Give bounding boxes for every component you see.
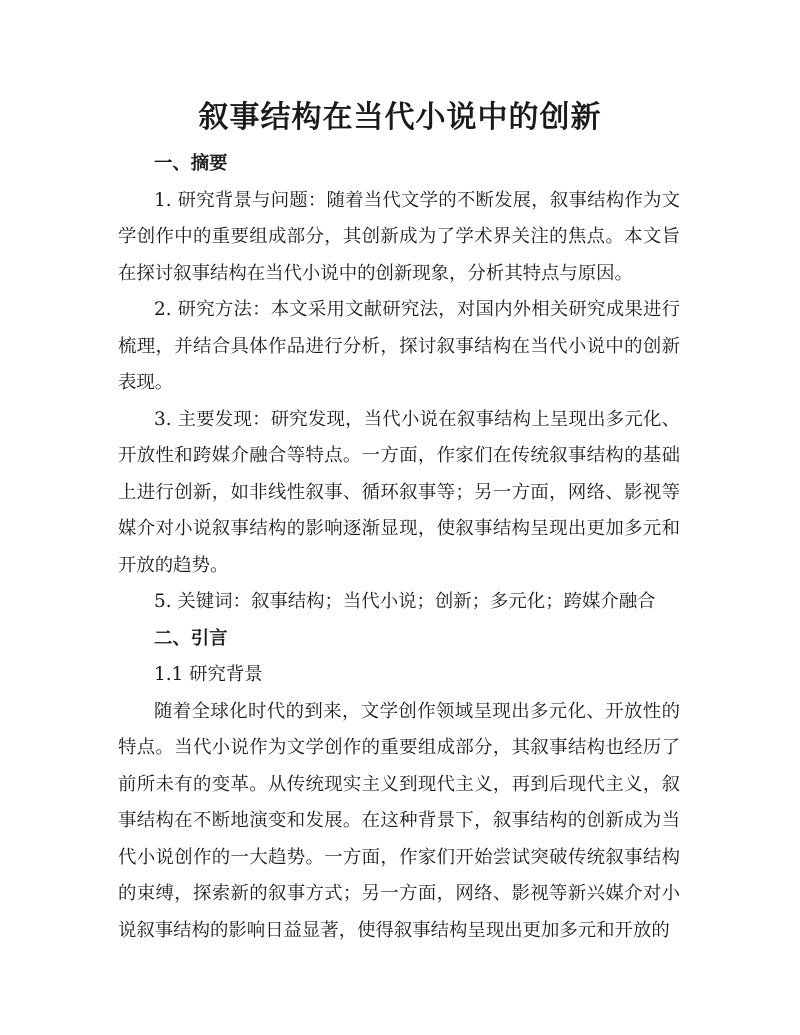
abstract-paragraph-2: 2. 研究方法：本文采用文献研究法，对国内外相关研究成果进行梳理，并结合具体作品进行分析，探讨叙事结构在当代小说中的创新表现。 bbox=[118, 299, 680, 393]
document-body bbox=[118, 146, 680, 949]
abstract-paragraph-3: 3. 主要发现：研究发现，当代小说在叙事结构上呈现出多元化、开放性和跨媒介融合等特点。一方面，作家们在传统叙事结构的基础上进行创新，如非线性叙事、循环叙事等；另一方面，网络、影视等媒介对小说叙事结构的影响逐渐显现，使叙事结构呈现出更加多元和开放的趋势。 bbox=[118, 408, 680, 576]
introduction-subheading: 1.1 研究背景 bbox=[154, 664, 263, 685]
document-title: 叙事结构在当代小说中的创新 bbox=[198, 100, 602, 135]
abstract-heading: 一、摘要 bbox=[154, 153, 228, 174]
abstract-keywords: 5. 关键词：叙事结构；当代小说；创新；多元化；跨媒介融合 bbox=[154, 591, 656, 612]
abstract-paragraph-1: 1. 研究背景与问题：随着当代文学的不断发展，叙事结构作为文学创作中的重要组成部分，其创新成为了学术界关注的焦点。本文旨在探讨叙事结构在当代小说中的创新现象，分析其特点与原因。 bbox=[118, 189, 680, 284]
introduction-heading: 二、引言 bbox=[154, 627, 228, 649]
introduction-paragraph-1: 随着全球化时代的到来，文学创作领域呈现出多元化、开放性的特点。当代小说作为文学创作的重要组成部分，其叙事结构也经历了前所未有的变革。从传统现实主义到现代主义，再到后现代主义，叙事结构在不断地演变和发展。在这种背景下，叙事结构的创新成为当代小说创作的一大趋势。一方面，作家们开始尝试突破传统叙事结构的束缚，探索新的叙事方式；另一方面，网络、影视等新兴媒介对小说叙事结构的影响日益显著，使得叙事结构呈现出更加多元和开放的 bbox=[118, 700, 680, 941]
